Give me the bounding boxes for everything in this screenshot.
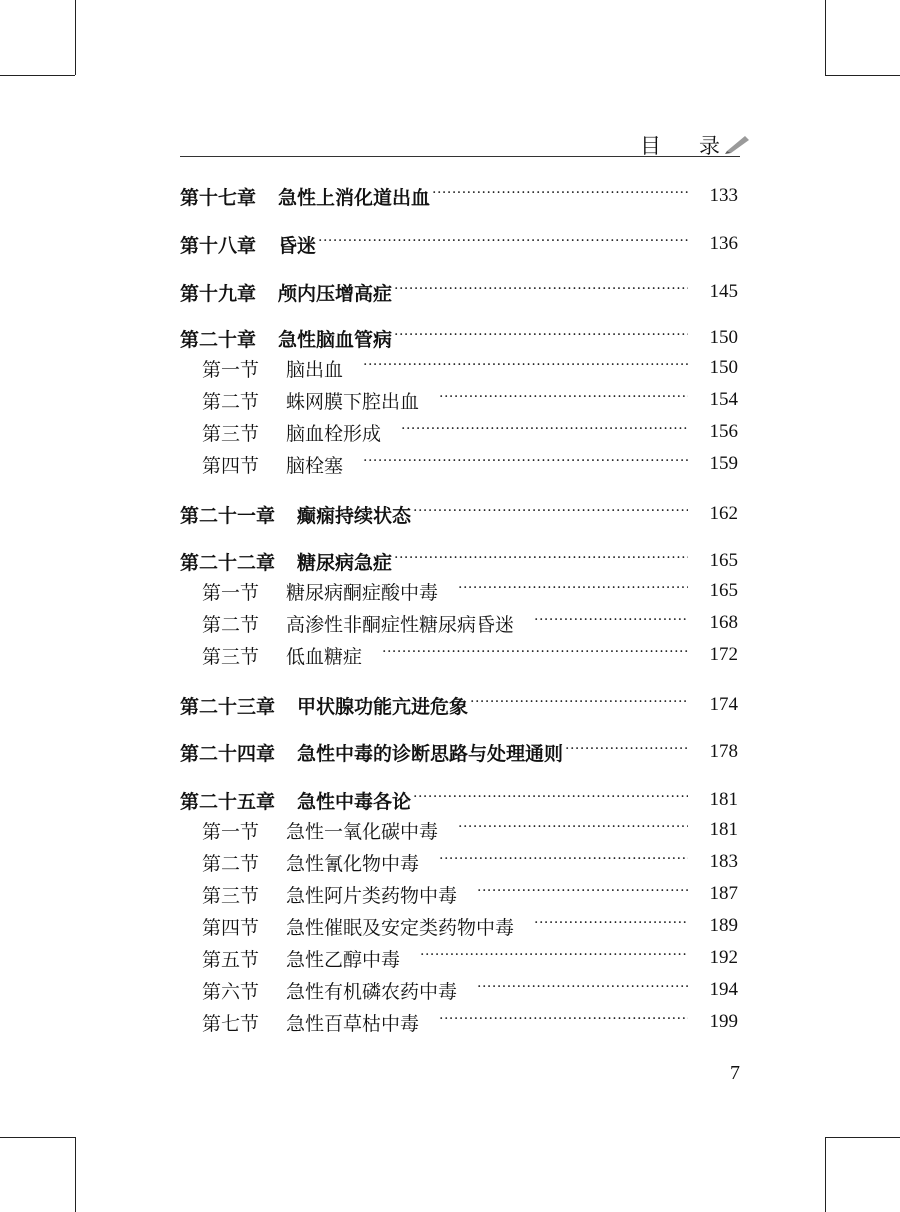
- toc-page-number: 192: [709, 947, 738, 968]
- toc-section-label: 第五节: [202, 948, 260, 971]
- crop-mark: [0, 1137, 75, 1138]
- toc-section-row: [180, 576, 738, 606]
- toc-page-number: 150: [709, 357, 738, 378]
- title-char: 目: [640, 134, 663, 158]
- page-number: 7: [730, 1062, 740, 1084]
- toc-page-number: 199: [709, 1011, 738, 1032]
- crop-mark: [825, 1137, 826, 1212]
- toc-page-number: 165: [709, 550, 738, 571]
- toc-chapter-label: 第二十章: [180, 328, 257, 351]
- toc-section-row: [180, 815, 738, 845]
- toc-section-title: 脑栓塞: [286, 454, 344, 477]
- pencil-icon: [724, 132, 750, 154]
- toc-chapter-label: 第二十五章: [180, 790, 276, 813]
- dot-leader: [413, 792, 688, 806]
- toc-section-title: 低血糖症: [286, 645, 363, 668]
- toc-chapter-label: 第二十一章: [180, 504, 276, 527]
- toc-chapter-row: [180, 690, 738, 720]
- dot-leader: [439, 1014, 688, 1028]
- toc-section-row: [180, 1007, 738, 1037]
- toc-section-row: [180, 943, 738, 973]
- toc-chapter-row: [180, 737, 738, 767]
- toc-chapter-title: 癫痫持续状态: [297, 504, 412, 527]
- toc-chapter-title: 急性脑血管病: [278, 328, 393, 351]
- dot-leader: [458, 822, 688, 836]
- toc-section-label: 第四节: [202, 454, 260, 477]
- toc-section-label: 第一节: [202, 820, 260, 843]
- dot-leader: [477, 982, 688, 996]
- toc-page-number: 156: [709, 421, 738, 442]
- toc-page-number: 150: [709, 327, 738, 348]
- toc-page-number: 194: [709, 979, 738, 1000]
- crop-mark: [825, 0, 826, 75]
- crop-mark: [0, 75, 75, 76]
- toc-chapter-row: [180, 499, 738, 529]
- toc-section-row: [180, 879, 738, 909]
- toc-chapter-title: 颅内压增高症: [278, 282, 393, 305]
- toc-chapter-label: 第十七章: [180, 186, 257, 209]
- toc-chapter-title: 急性上消化道出血: [278, 186, 431, 209]
- toc-page-number: 133: [709, 185, 738, 206]
- toc-page-number: 187: [709, 883, 738, 904]
- toc-chapter-label: 第二十二章: [180, 551, 276, 574]
- title-char: 录: [699, 134, 722, 158]
- toc-chapter-title: 急性中毒的诊断思路与处理通则: [297, 742, 564, 765]
- toc-section-title: 急性阿片类药物中毒: [286, 884, 458, 907]
- toc-chapter-row: [180, 785, 738, 815]
- toc-section-title: 急性氰化物中毒: [286, 852, 420, 875]
- crop-mark: [825, 1137, 900, 1138]
- dot-leader: [394, 330, 688, 344]
- toc-page-number: 189: [709, 915, 738, 936]
- toc-chapter-label: 第二十三章: [180, 695, 276, 718]
- toc-section-label: 第六节: [202, 980, 260, 1003]
- page-title: [640, 130, 722, 160]
- toc-section-row: [180, 911, 738, 941]
- dot-leader: [477, 886, 688, 900]
- toc-section-title: 急性一氧化碳中毒: [286, 820, 439, 843]
- toc-section-title: 脑血栓形成: [286, 422, 382, 445]
- toc-chapter-title: 昏迷: [278, 234, 317, 257]
- toc-chapter-title: 甲状腺功能亢进危象: [297, 695, 469, 718]
- dot-leader: [318, 236, 688, 250]
- toc-section-label: 第三节: [202, 884, 260, 907]
- dot-leader: [394, 553, 688, 567]
- toc-section-title: 糖尿病酮症酸中毒: [286, 581, 439, 604]
- dot-leader: [458, 583, 688, 597]
- toc-chapter-row: [180, 323, 738, 353]
- toc-section-title: 急性乙醇中毒: [286, 948, 401, 971]
- dot-leader: [420, 950, 688, 964]
- dot-leader: [439, 392, 688, 406]
- toc-section-row: [180, 640, 738, 670]
- toc-section-row: [180, 353, 738, 383]
- dot-leader: [382, 647, 688, 661]
- toc-page-number: 183: [709, 851, 738, 872]
- dot-leader: [394, 284, 688, 298]
- toc-page-number: 178: [709, 741, 738, 762]
- crop-mark: [825, 75, 900, 76]
- toc-page-number: 159: [709, 453, 738, 474]
- toc-chapter-row: [180, 546, 738, 576]
- toc-page-number: 181: [709, 789, 738, 810]
- toc-page-number: 162: [709, 503, 738, 524]
- toc-section-row: [180, 417, 738, 447]
- toc-chapter-label: 第二十四章: [180, 742, 276, 765]
- toc-chapter-row: [180, 277, 738, 307]
- toc-section-row: [180, 847, 738, 877]
- dot-leader: [470, 697, 688, 711]
- dot-leader: [401, 424, 688, 438]
- toc-section-label: 第一节: [202, 581, 260, 604]
- toc-page-number: 172: [709, 644, 738, 665]
- dot-leader: [413, 506, 688, 520]
- dot-leader: [534, 615, 688, 629]
- toc-page-number: 165: [709, 580, 738, 601]
- toc-section-label: 第三节: [202, 422, 260, 445]
- crop-mark: [75, 1137, 76, 1212]
- toc-chapter-row: [180, 181, 738, 211]
- toc-section-row: [180, 385, 738, 415]
- dot-leader: [363, 360, 688, 374]
- toc-section-title: 急性百草枯中毒: [286, 1012, 420, 1035]
- dot-leader: [534, 918, 688, 932]
- toc-page-number: 145: [709, 281, 738, 302]
- toc-page-number: 136: [709, 233, 738, 254]
- dot-leader: [363, 456, 688, 470]
- dot-leader: [432, 188, 688, 202]
- page-header: [180, 130, 740, 157]
- toc-section-title: 急性有机磷农药中毒: [286, 980, 458, 1003]
- toc-section-label: 第四节: [202, 916, 260, 939]
- toc-chapter-title: 急性中毒各论: [297, 790, 412, 813]
- toc-section-title: 蛛网膜下腔出血: [286, 390, 420, 413]
- toc-section-title: 急性催眠及安定类药物中毒: [286, 916, 515, 939]
- toc-section-title: 脑出血: [286, 358, 344, 381]
- crop-mark: [75, 0, 76, 75]
- toc-section-title: 高渗性非酮症性糖尿病昏迷: [286, 613, 515, 636]
- toc-chapter-title: 糖尿病急症: [297, 551, 393, 574]
- toc-section-label: 第七节: [202, 1012, 260, 1035]
- dot-leader: [565, 744, 688, 758]
- toc-section-row: [180, 608, 738, 638]
- toc-page-number: 174: [709, 694, 738, 715]
- toc-section-label: 第三节: [202, 645, 260, 668]
- toc-section-label: 第一节: [202, 358, 260, 381]
- toc-section-row: [180, 449, 738, 479]
- toc-chapter-label: 第十八章: [180, 234, 257, 257]
- toc-chapter-row: [180, 229, 738, 259]
- dot-leader: [439, 854, 688, 868]
- toc-chapter-label: 第十九章: [180, 282, 257, 305]
- toc-page-number: 168: [709, 612, 738, 633]
- toc-section-row: [180, 975, 738, 1005]
- toc-section-label: 第二节: [202, 613, 260, 636]
- toc-page-number: 154: [709, 389, 738, 410]
- toc-section-label: 第二节: [202, 390, 260, 413]
- toc-page-number: 181: [709, 819, 738, 840]
- toc-section-label: 第二节: [202, 852, 260, 875]
